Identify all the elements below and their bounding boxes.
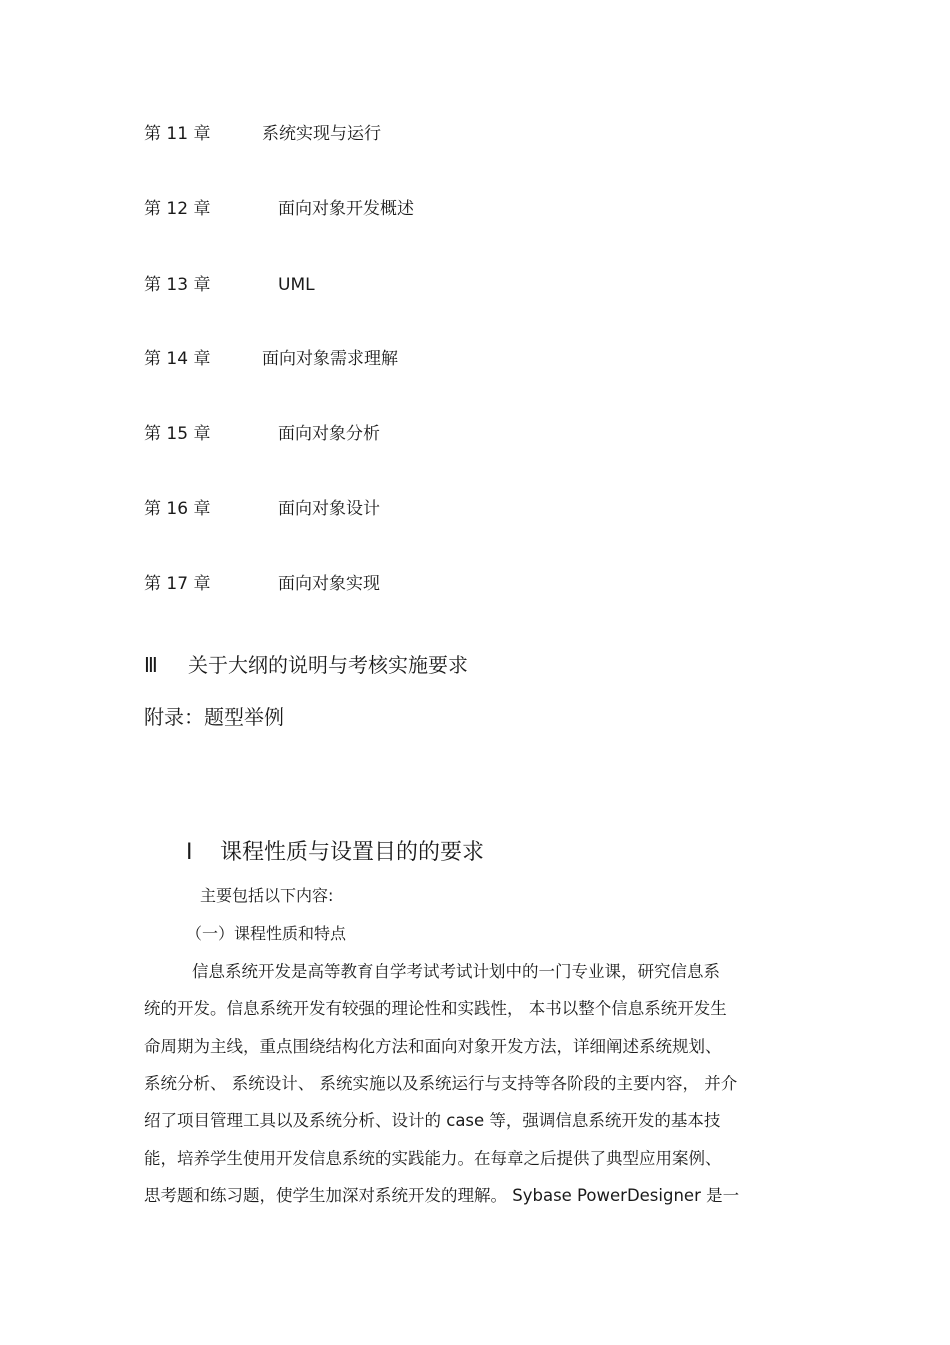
appendix-heading: 附录：题型举例 bbox=[144, 705, 284, 729]
paragraph-line: 思考题和练习题，使学生加深对系统开发的理解。 Sybase PowerDesigner 是一 bbox=[144, 1186, 740, 1205]
paragraph-line: 命周期为主线，重点围绕结构化方法和面向对象开发方法，详细阐述系统规划、 bbox=[144, 1037, 722, 1056]
toc-chapter-number: 第 11 章 bbox=[144, 124, 211, 144]
subsection-heading: （一）课程性质和特点 bbox=[186, 924, 347, 943]
section-one-title: 课程性质与设置目的的要求 bbox=[220, 840, 485, 865]
section-one-numeral: Ⅰ bbox=[186, 840, 193, 865]
toc-chapter-title: 面向对象实现 bbox=[278, 574, 380, 594]
paragraph-line: 统的开发。信息系统开发有较强的理论性和实践性， 本书以整个信息系统开发生 bbox=[144, 999, 727, 1018]
intro-text: 主要包括以下内容: bbox=[200, 886, 334, 905]
toc-chapter-title: 系统实现与运行 bbox=[262, 124, 381, 144]
paragraph-line: 系统分析、 系统设计、 系统实施以及系统运行与支持等各阶段的主要内容， 并介 bbox=[144, 1074, 738, 1093]
toc-chapter-number: 第 14 章 bbox=[144, 349, 211, 369]
paragraph-line: 信息系统开发是高等教育自学考试考试计划中的一门专业课，研究信息系 bbox=[192, 962, 720, 981]
toc-chapter-number: 第 17 章 bbox=[144, 574, 211, 594]
section-one-heading bbox=[186, 838, 484, 868]
toc-chapter-number: 第 15 章 bbox=[144, 424, 211, 444]
toc-chapter-title: 面向对象需求理解 bbox=[262, 349, 398, 369]
paragraph-line: 绍了项目管理工具以及系统分析、设计的 case 等，强调信息系统开发的基本技 bbox=[144, 1111, 721, 1130]
toc-chapter-title: 面向对象分析 bbox=[278, 424, 380, 444]
toc-chapter-number: 第 13 章 bbox=[144, 275, 211, 295]
part-three-heading bbox=[144, 651, 468, 679]
toc-chapter-number: 第 12 章 bbox=[144, 199, 211, 219]
part-three-title: 关于大纲的说明与考核实施要求 bbox=[188, 653, 468, 677]
part-three-numeral: Ⅲ bbox=[144, 653, 158, 677]
toc-chapter-title: 面向对象设计 bbox=[278, 499, 380, 519]
toc-chapter-title: UML bbox=[278, 275, 315, 295]
paragraph-line: 能，培养学生使用开发信息系统的实践能力。在每章之后提供了典型应用案例、 bbox=[144, 1149, 722, 1168]
toc-chapter-number: 第 16 章 bbox=[144, 499, 211, 519]
toc-chapter-title: 面向对象开发概述 bbox=[278, 199, 414, 219]
